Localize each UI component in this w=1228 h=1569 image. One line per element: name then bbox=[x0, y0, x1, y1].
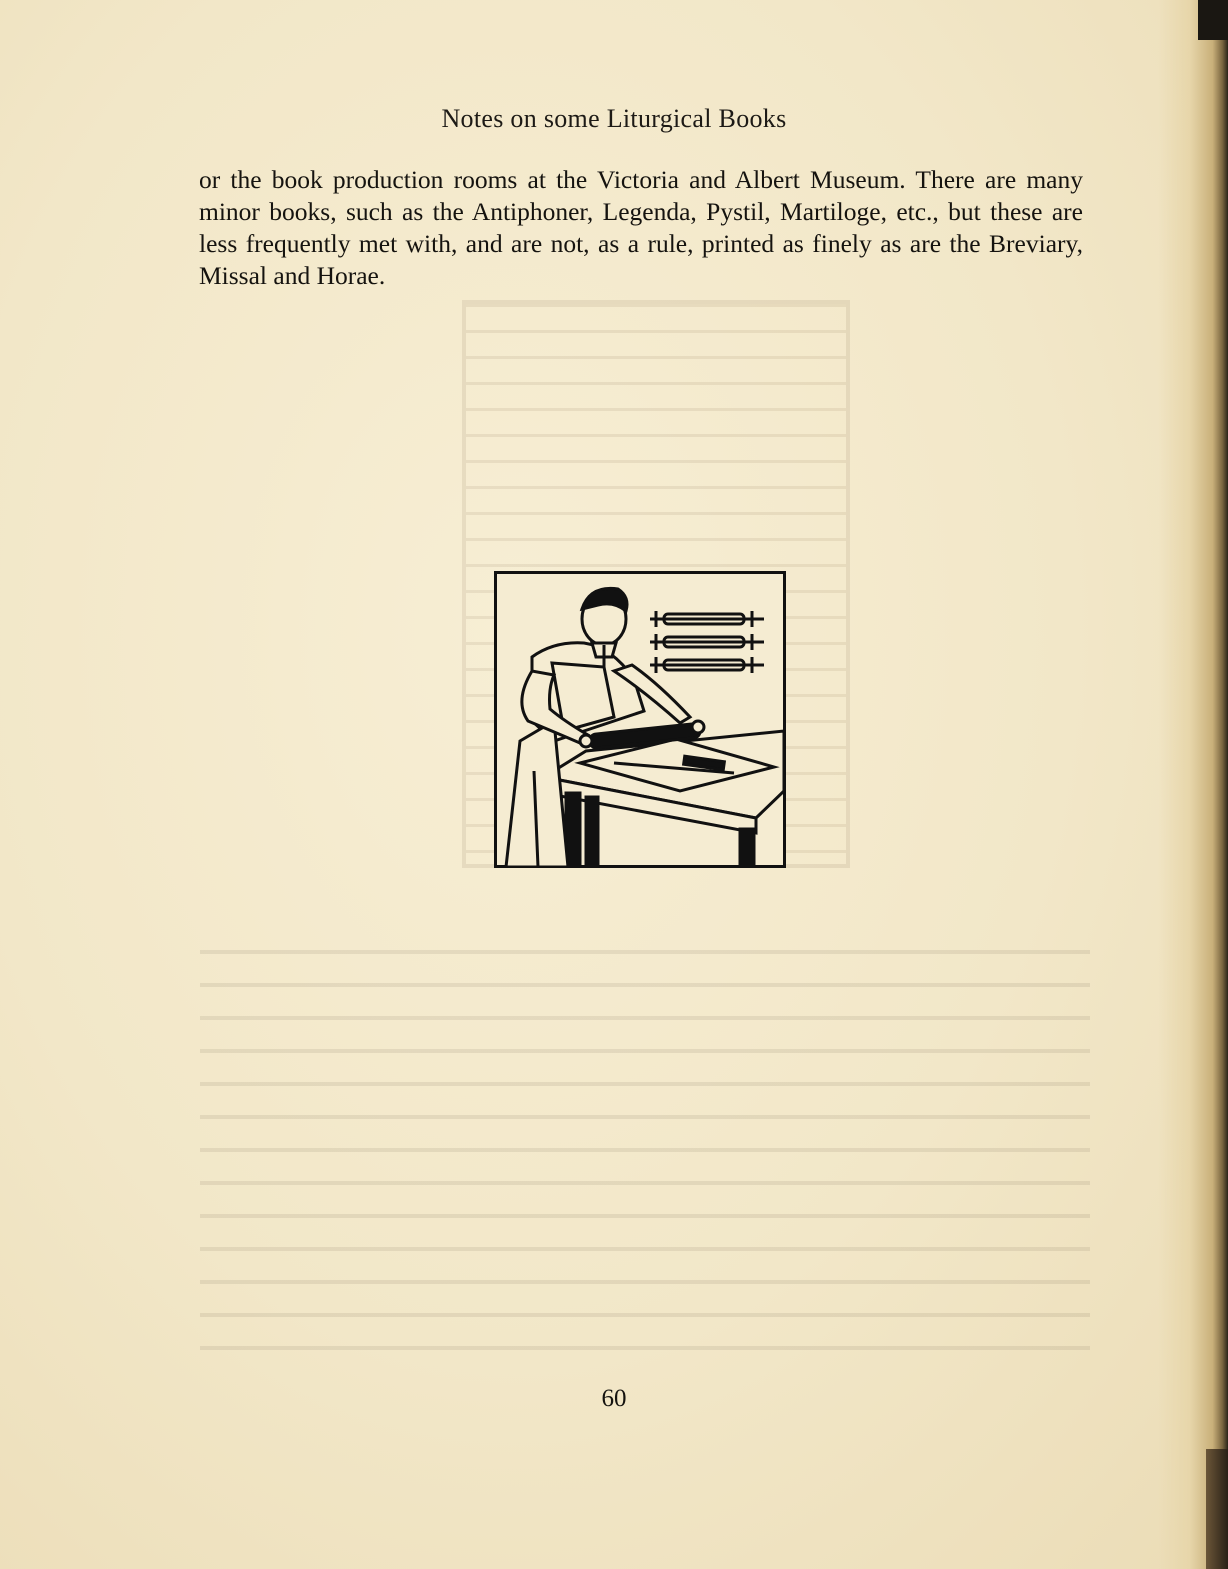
show-through-lines bbox=[200, 950, 1090, 1370]
book-cover-edge-bottom bbox=[1206, 1449, 1228, 1569]
book-cover-edge bbox=[1198, 0, 1228, 40]
page-number: 60 bbox=[601, 1385, 627, 1412]
printer-inking-illustration-icon bbox=[494, 571, 786, 868]
page-gutter-shadow bbox=[1158, 0, 1228, 1569]
printer-illustration bbox=[494, 571, 786, 868]
running-head: Notes on some Liturgical Books bbox=[441, 104, 787, 133]
body-paragraph: or the book production rooms at the Victoria and Albert Museum. There are many minor books, such as the Antiphoner, Legenda, Pystil, Martiloge, etc., but these are less frequently met with, and are not, as a rule, printed as finely as are the Breviary, Missal and Horae. bbox=[199, 165, 1083, 290]
